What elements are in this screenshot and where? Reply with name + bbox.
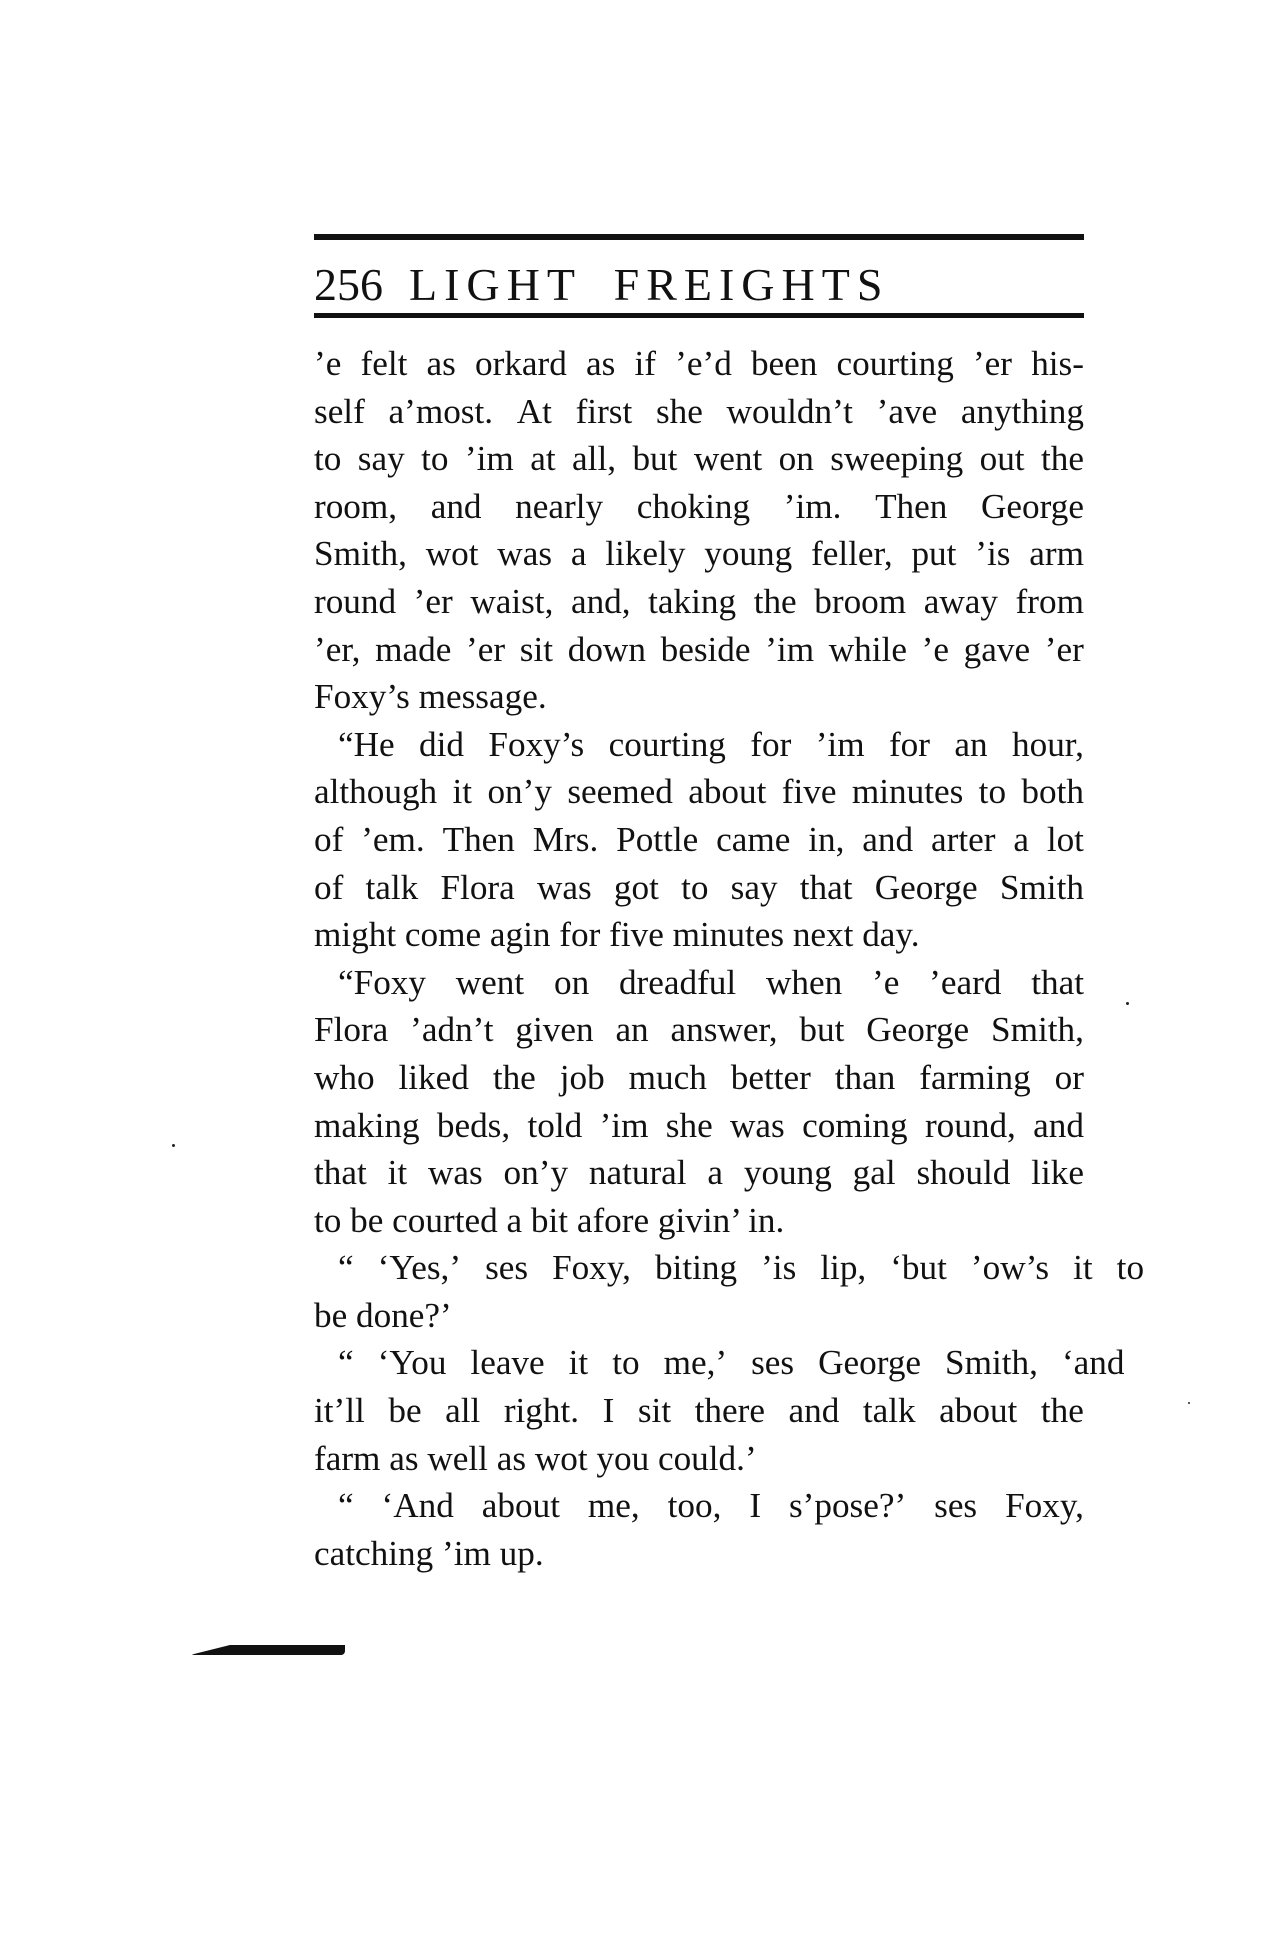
text-line: self a’most. At first she wouldn’t ’ave anything	[314, 391, 1084, 431]
paragraph	[314, 721, 1084, 959]
text-line: “ ‘Yes,’ ses Foxy, biting ’is lip, ‘but ’ow’s it to	[338, 1248, 1145, 1288]
text-line: of ’em. Then Mrs. Pottle came in, and arter a lot	[314, 819, 1084, 859]
paragraph	[314, 340, 1084, 721]
text-line: ’e felt as orkard as if ’e’d been courting ’er his-	[314, 344, 1084, 383]
text-line: it’ll be all right. I sit there and talk about the	[314, 1391, 1084, 1431]
text-line: “Foxy went on dreadful when ’e ’eard that	[338, 962, 1084, 1002]
text-line: to be courted a bit afore givin’ in.	[314, 1200, 785, 1240]
text-line: room, and nearly choking ’im. Then George	[314, 486, 1084, 526]
text-line: to say to ’im at all, but went on sweeping out the	[314, 439, 1084, 479]
text-line: who liked the job much better than farming or	[314, 1057, 1084, 1097]
paragraph	[314, 1482, 1084, 1577]
text-line: farm as well as wot you could.’	[314, 1438, 757, 1478]
text-line: of talk Flora was got to say that George Smith	[314, 867, 1084, 907]
dust-speck	[172, 1144, 175, 1147]
text-line: that it was on’y natural a young gal should like	[314, 1153, 1084, 1193]
text-line: might come agin for five minutes next day.	[314, 915, 920, 955]
ink-smudge	[190, 1645, 345, 1655]
text-line: although it on’y seemed about five minutes to both	[314, 772, 1084, 812]
dust-speck	[1188, 1402, 1190, 1404]
header-rule-top	[314, 234, 1084, 240]
text-line: ’er, made ’er sit down beside ’im while ’e gave ’er	[314, 629, 1084, 669]
paragraph	[314, 959, 1084, 1245]
text-line: Foxy’s message.	[314, 677, 547, 717]
paragraph	[314, 1339, 1125, 1482]
page-number: 256	[314, 259, 383, 310]
dust-speck	[1126, 1002, 1129, 1005]
text-line: be done?’	[314, 1295, 452, 1335]
body-text	[314, 340, 1145, 1577]
book-title: LIGHT FREIGHTS	[409, 259, 890, 310]
text-line: “He did Foxy’s courting for ’im for an hour,	[338, 724, 1084, 764]
text-line: making beds, told ’im she was coming round, and	[314, 1105, 1084, 1145]
text-line: Smith, wot was a likely young feller, put ’is arm	[314, 534, 1084, 574]
running-head	[314, 246, 1084, 308]
text-line: Flora ’adn’t given an answer, but George Smith,	[314, 1010, 1084, 1050]
text-line: round ’er waist, and, taking the broom away from	[314, 581, 1084, 621]
text-line: “ ‘You leave it to me,’ ses George Smith, ‘and	[338, 1343, 1125, 1383]
paragraph	[314, 1244, 1145, 1339]
header-rule-bottom	[314, 313, 1084, 318]
text-line: catching ’im up.	[314, 1533, 544, 1573]
text-line: “ ‘And about me, too, I s’pose?’ ses Foxy,	[338, 1486, 1084, 1526]
